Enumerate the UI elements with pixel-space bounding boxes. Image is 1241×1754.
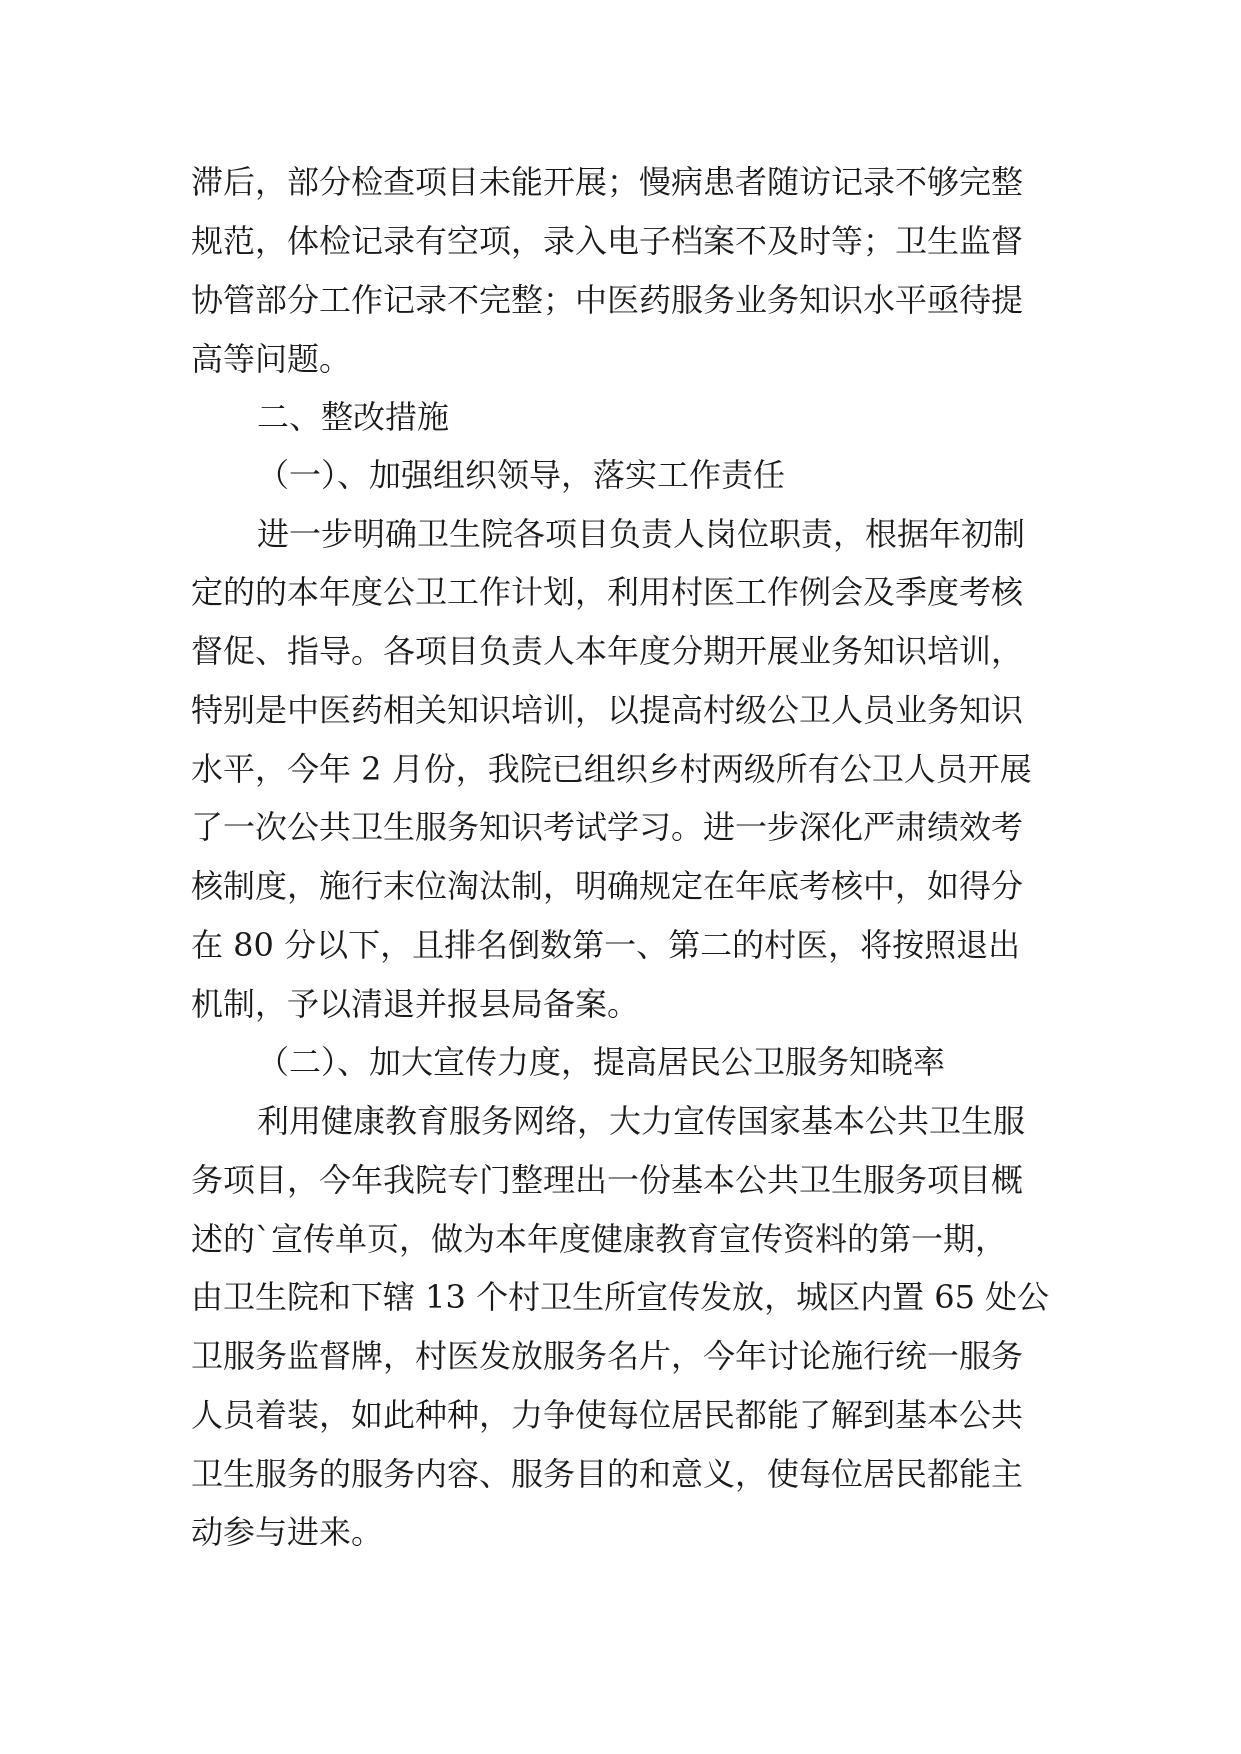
paragraph-line: 务项目，今年我院专门整理出一份基本公共卫生服务项目概 (191, 1161, 1024, 1199)
paragraph-line: 人员着装，如此种种，力争使每位居民都能了解到基本公共 (191, 1396, 1024, 1434)
paragraph-line: 利用健康教育服务网络，大力宣传国家基本公共卫生服 (257, 1102, 1026, 1140)
paragraph-line: 了一次公共卫生服务知识考试学习。进一步深化严肃绩效考 (191, 808, 1024, 846)
paragraph-line: 动参与进来。 (191, 1513, 384, 1551)
section-heading: 二、整改措施 (257, 398, 450, 436)
paragraph-line: 特别是中医药相关知识培训，以提高村级公卫人员业务知识 (191, 691, 1024, 729)
paragraph-line: 卫生服务的服务内容、服务目的和意义，使每位居民都能主 (191, 1455, 1024, 1493)
paragraph-line: 水平，今年 2 月份，我院已组织乡村两级所有公卫人员开展 (191, 750, 1032, 788)
subsection-heading: （二）、加大宣传力度，提高居民公卫服务知晓率 (257, 1043, 946, 1081)
paragraph-line: 卫服务监督牌，村医发放服务名片，今年讨论施行统一服务 (191, 1337, 1024, 1375)
paragraph-line: 协管部分工作记录不完整；中医药服务业务知识水平亟待提 (191, 281, 1024, 319)
paragraph-line: 督促、指导。各项目负责人本年度分期开展业务知识培训， (191, 632, 1024, 670)
paragraph-line: 在 80 分以下，且排名倒数第一、第二的村医，将按照退出 (191, 926, 1021, 964)
paragraph-line: 机制，予以清退并报县局备案。 (191, 985, 640, 1023)
paragraph-line: 述的`宣传单页，做为本年度健康教育宣传资料的第一期， (191, 1220, 1008, 1258)
paragraph-line: 规范，体检记录有空项，录入电子档案不及时等；卫生监督 (191, 222, 1024, 260)
paragraph-line: 核制度，施行末位淘汰制，明确规定在年底考核中，如得分 (191, 867, 1024, 905)
paragraph-line: 进一步明确卫生院各项目负责人岗位职责，根据年初制 (257, 515, 1026, 553)
paragraph-line: 定的的本年度公卫工作计划，利用村医工作例会及季度考核 (191, 573, 1024, 611)
paragraph-line: 由卫生院和下辖 13 个村卫生所宣传发放，城区内置 65 处公 (191, 1278, 1050, 1316)
subsection-heading: （一）、加强组织领导，落实工作责任 (257, 456, 786, 494)
paragraph-line: 高等问题。 (191, 340, 352, 378)
paragraph-line: 滞后，部分检查项目未能开展；慢病患者随访记录不够完整 (191, 163, 1024, 201)
